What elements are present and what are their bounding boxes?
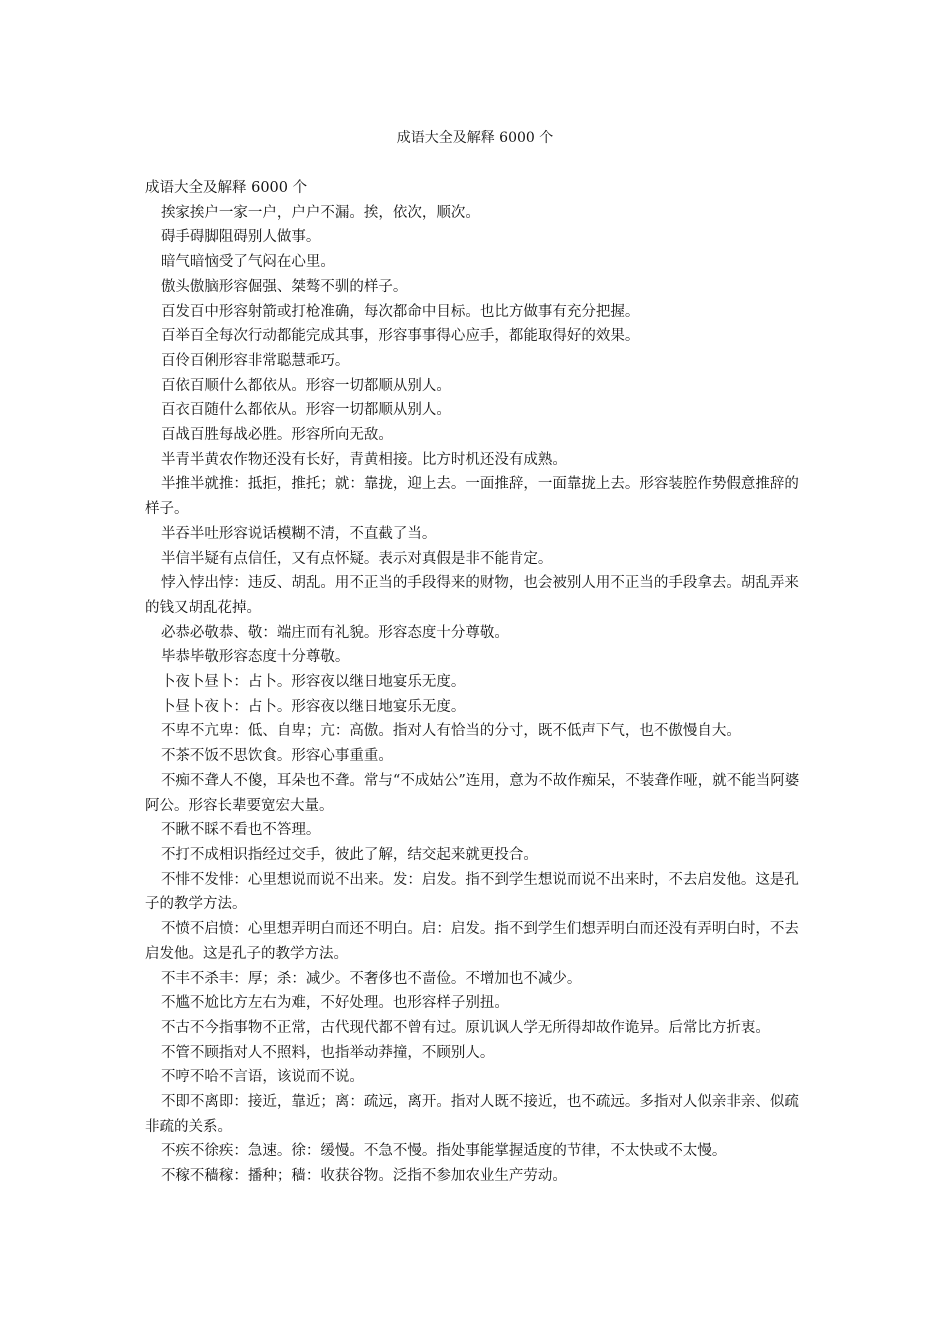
- idiom-entry: 半信半疑有点信任，又有点怀疑。表示对真假是非不能肯定。: [160, 550, 553, 567]
- idiom-entry: 不茶不饭不思饮食。形容心事重重。: [160, 748, 393, 765]
- idiom-entry: 不打不成相识指经过交手，彼此了解，结交起来就更投合。: [160, 846, 538, 863]
- idiom-entry: 毕恭毕敬形容态度十分尊敬。: [160, 649, 350, 666]
- idiom-entry: 碍手碍脚阻碍别人做事。: [160, 229, 321, 246]
- idiom-entry: 傲头傲脑形容倔强、桀骜不驯的样子。: [160, 278, 408, 295]
- idiom-entry: 悖入悖出悖：违反、胡乱。用不正当的手段得来的财物，也会被别人用不正当的手段拿去。胡乱弄来的钱又胡乱花掉。: [145, 575, 799, 616]
- idiom-entry: 百伶百俐形容非常聪慧乖巧。: [160, 352, 350, 369]
- idiom-entry: 百举百全每次行动都能完成其事，形容事事得心应手，都能取得好的效果。: [160, 328, 640, 345]
- idiom-entry: 卜昼卜夜卜：占卜。形容夜以继日地宴乐无度。: [160, 698, 466, 715]
- idiom-entry: 不即不离即：接近，靠近；离：疏远，离开。指对人既不接近，也不疏远。多指对人似亲非亲、似疏非疏的关系。: [145, 1094, 799, 1135]
- idiom-entry: 卜夜卜昼卜：占卜。形容夜以继日地宴乐无度。: [160, 674, 466, 691]
- idiom-entry: 百衣百随什么都依从。形容一切都顺从别人。: [160, 402, 451, 419]
- idiom-entry: 不痴不聋人不傻，耳朵也不聋。常与“不成姑公”连用，意为不故作痴呆，不装聋作哑，就不能当阿婆阿公。形容长辈要宽宏大量。: [145, 772, 800, 814]
- idiom-entry: 百依百顺什么都依从。形容一切都顺从别人。: [160, 377, 451, 394]
- idiom-entry: 半吞半吐形容说话模糊不清，不直截了当。: [160, 525, 437, 542]
- idiom-entry: 不卑不亢卑：低、自卑；亢：高傲。指对人有恰当的分寸，既不低声下气，也不傲慢自大。: [160, 723, 741, 740]
- idiom-entry: 不愤不启愤：心里想弄明白而还不明白。启：启发。指不到学生们想弄明白而还没有弄明白时，不去启发他。这是孔子的教学方法。: [145, 921, 799, 962]
- page-title: 成语大全及解释 6000 个: [396, 130, 554, 146]
- idiom-entry: 半青半黄农作物还没有长好，青黄相接。比方时机还没有成熟。: [160, 451, 567, 468]
- idiom-entry: 不悱不发悱：心里想说而说不出来。发：启发。指不到学生想说而说不出来时，不去启发他。这是孔子的教学方法。: [145, 871, 799, 913]
- idiom-entry: 必恭必敬恭、敬：端庄而有礼貌。形容态度十分尊敬。: [160, 624, 509, 641]
- idiom-entry: 不疾不徐疾：急速。徐：缓慢。不急不慢。指处事能掌握适度的节律，不太快或不太慢。: [160, 1143, 727, 1160]
- idiom-entry: 挨家挨户一家一户，户户不漏。挨，依次，顺次。: [160, 204, 480, 221]
- idiom-entry: 不古不今指事物不正常，古代现代都不曾有过。原讥讽人学无所得却故作诡异。后常比方折衷。: [160, 1019, 770, 1036]
- idiom-entry: 不哼不哈不言语，该说而不说。: [160, 1069, 364, 1086]
- idiom-entry: 不管不顾指对人不照料，也指举动莽撞，不顾别人。: [160, 1044, 495, 1061]
- idiom-entry: 百发百中形容射箭或打枪准确，每次都命中目标。也比方做事有充分把握。: [160, 303, 640, 320]
- idiom-entry: 百战百胜每战必胜。形容所向无敌。: [160, 427, 393, 444]
- idiom-entry: 暗气暗恼受了气闷在心里。: [160, 254, 335, 271]
- idiom-entry: 不瞅不睬不看也不答理。: [160, 822, 321, 839]
- idiom-entry: 不丰不杀丰：厚；杀：减少。不奢侈也不啬俭。不增加也不减少。: [160, 970, 582, 987]
- idiom-entry: 不稼不穑稼：播种；穑：收获谷物。泛指不参加农业生产劳动。: [160, 1168, 567, 1185]
- document-heading: 成语大全及解释 6000 个: [145, 180, 308, 196]
- idiom-entry: 不尴不尬比方左右为难，不好处理。也形容样子别扭。: [160, 995, 509, 1012]
- document-body: [145, 176, 807, 1189]
- idiom-entry: 半推半就推：抵拒，推托；就：靠拢，迎上去。一面推辞，一面靠拢上去。形容装腔作势假意推辞的样子。: [145, 476, 799, 518]
